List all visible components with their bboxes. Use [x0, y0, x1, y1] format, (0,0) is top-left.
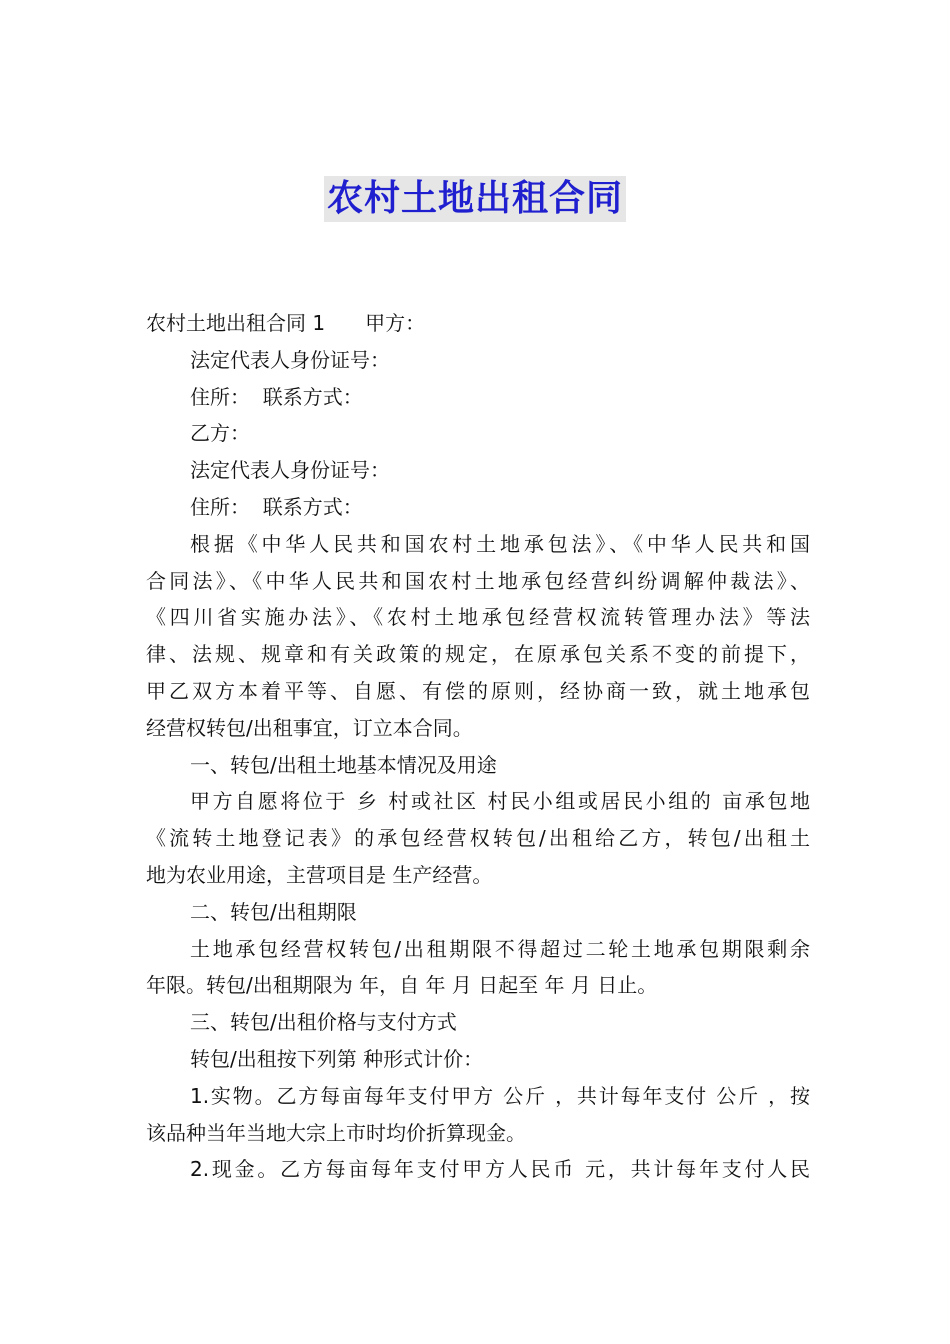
body-line: 土地承包经营权转包/出租期限不得超过二轮土地承包期限剩余 — [190, 936, 810, 961]
body-line: 根据《中华人民共和国农村土地承包法》、《中华人民共和国 — [190, 531, 810, 556]
body-line: 1.实物。乙方每亩每年支付甲方 公斤 ，共计每年支付 公斤 ，按 — [190, 1083, 810, 1108]
body-line: 经营权转包/出租事宜，订立本合同。 — [146, 715, 473, 740]
body-line: 三、转包/出租价格与支付方式 — [190, 1010, 457, 1035]
document-body — [146, 305, 810, 1188]
document-title: 农村土地出租合同 — [324, 176, 626, 222]
body-line: 转包/出租按下列第 种形式计价： — [190, 1046, 484, 1071]
body-line: 年限。转包/出租期限为 年，自 年 月 日起至 年 月 日止。 — [146, 973, 658, 998]
body-line: 住所： 联系方式： — [190, 384, 363, 409]
body-line: 《流转土地登记表》的承包经营权转包/出租给乙方，转包/出租土 — [146, 826, 810, 851]
body-line: 乙方： — [190, 421, 250, 446]
body-line: 农村土地出租合同 1 甲方： — [146, 311, 426, 335]
body-line: 地为农业用途，主营项目是 生产经营。 — [146, 862, 493, 887]
body-line: 甲乙双方本着平等、自愿、有偿的原则，经协商一致，就土地承包 — [146, 678, 810, 703]
body-line: 合同法》、《中华人民共和国农村土地承包经营纠纷调解仲裁法》、 — [146, 568, 810, 593]
title-container — [0, 176, 950, 222]
body-line: 法定代表人身份证号： — [190, 458, 390, 483]
body-line: 法定代表人身份证号： — [190, 347, 390, 372]
body-line: 一、转包/出租土地基本情况及用途 — [190, 752, 497, 777]
body-line: 2.现金。乙方每亩每年支付甲方人民币 元，共计每年支付人民 — [190, 1157, 810, 1182]
body-line: 二、转包/出租期限 — [190, 899, 357, 924]
body-line: 住所： 联系方式： — [190, 494, 363, 519]
body-line: 该品种当年当地大宗上市时均价折算现金。 — [146, 1120, 526, 1145]
body-line: 甲方自愿将位于 乡 村或社区 村民小组或居民小组的 亩承包地 — [190, 789, 810, 814]
body-line: 《四川省实施办法》、《农村土地承包经营权流转管理办法》等法 — [146, 605, 810, 630]
body-line: 律、法规、规章和有关政策的规定，在原承包关系不变的前提下， — [146, 642, 810, 667]
